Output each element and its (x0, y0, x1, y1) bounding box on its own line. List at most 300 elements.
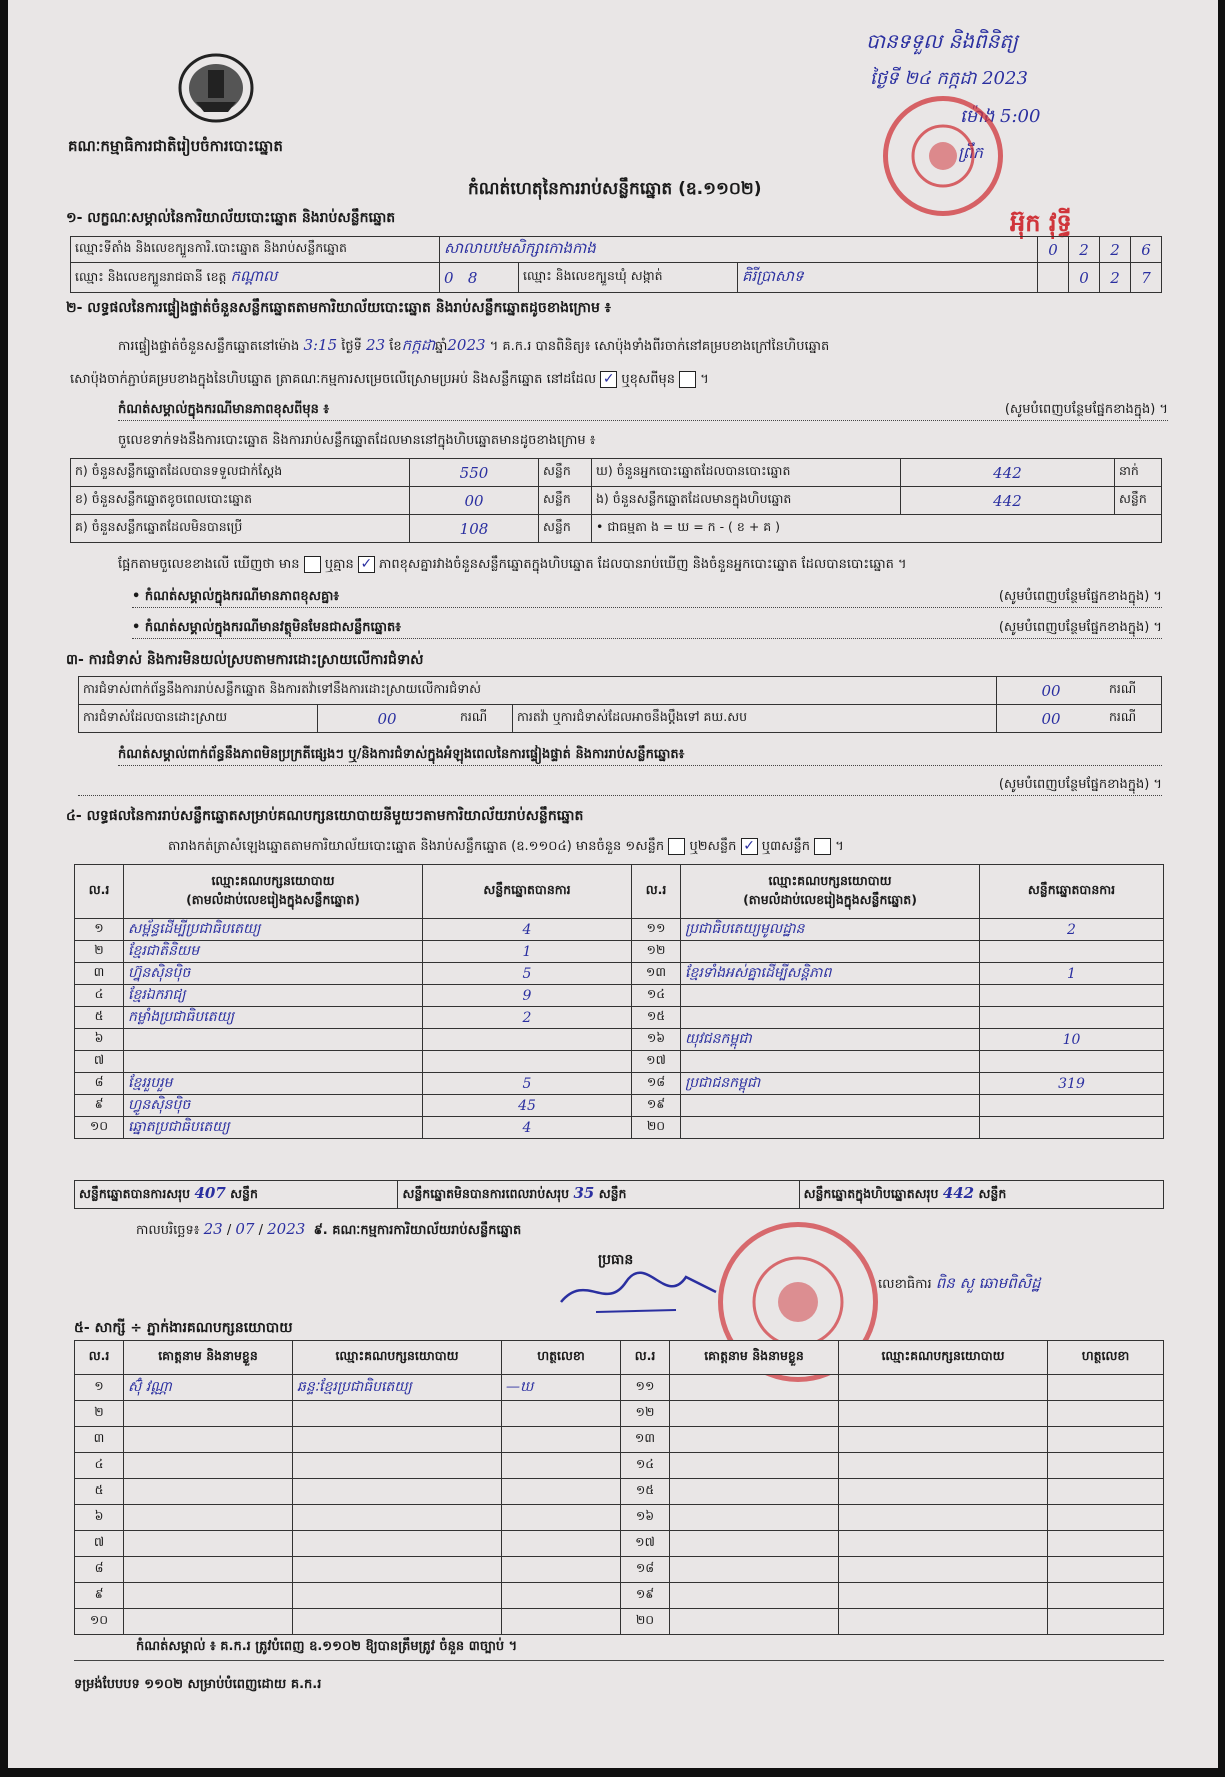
three-sheet-checkbox[interactable] (814, 838, 831, 855)
form-title: កំណត់ហេតុនៃការរាប់សន្លឹកឆ្នោត (ឧ.១១០២) (468, 179, 762, 199)
witness-col-name: គោត្តនាម និងនាមខ្លួន (124, 1341, 293, 1375)
results-row (75, 1029, 1164, 1051)
col-votes: សន្លឹកឆ្នោតបានការ (423, 865, 632, 919)
witness-row (75, 1453, 1164, 1479)
party-votes: 5 (423, 963, 632, 985)
party-no: ៤ (75, 985, 124, 1007)
witness-party (839, 1531, 1048, 1557)
complaints-row1-value: 00 (997, 677, 1106, 705)
party-name (681, 1095, 980, 1117)
figure-left-value: 550 (410, 459, 539, 487)
witness-no: ១១ (621, 1375, 670, 1401)
party-no: ៣ (75, 963, 124, 985)
witness-table (74, 1340, 1164, 1635)
difference-has-label: ផ្អែកតាមចួលេខខាងលើ ឃើញថា មាន (118, 557, 300, 572)
witness-name (124, 1479, 293, 1505)
witness-name (124, 1427, 293, 1453)
commune-digit-empty (1038, 263, 1069, 293)
witness-no: ៨ (75, 1557, 124, 1583)
bullet-foreign-object-label: • កំណត់សម្គាល់ក្នុងករណីមានវត្ថុមិនមែនជាសន្លឹកឆ្នោត៖ (132, 620, 401, 635)
province-label-text: ឈ្មោះ និងលេខក្បួនរាជធានី ខេត្ត (75, 268, 227, 284)
difference-none-label: ឬគ្មាន (324, 557, 354, 572)
party-no: ៨ (75, 1073, 124, 1095)
results-table (74, 864, 1164, 1139)
party-name: ប្រជាធិបតេយ្យមូលដ្ឋាន (681, 919, 980, 941)
witness-signature (502, 1505, 621, 1531)
witness-no: ១៥ (621, 1479, 670, 1505)
witness-signature (1048, 1401, 1164, 1427)
party-no: ១១ (632, 919, 681, 941)
witness-name (124, 1453, 293, 1479)
witness-signature (1048, 1427, 1164, 1453)
col-party (681, 865, 980, 919)
witness-party (293, 1583, 502, 1609)
col-votes: សន្លឹកឆ្នោតបានការ (980, 865, 1164, 919)
province-code-digit: 8 (467, 268, 478, 287)
unchanged-checkbox[interactable]: ✓ (600, 371, 617, 388)
party-votes (980, 985, 1164, 1007)
total-invalid-label: សន្លឹកឆ្នោតមិនបានការពេលរាប់សរុប (402, 1186, 570, 1201)
witness-col-name: គោត្តនាម និងនាមខ្លួន (670, 1341, 839, 1375)
complaints-row1-label: ការជំទាស់ពាក់ព័ន្ធនឹងការរាប់សន្លឹកឆ្នោត និងការតវ៉ាទៅនឹងការដោះស្រាយលើការជំទាស់ (79, 677, 997, 705)
party-votes: 9 (423, 985, 632, 1007)
witness-col-party: ឈ្មោះគណបក្សនយោបាយ (293, 1341, 502, 1375)
witness-signature (1048, 1583, 1164, 1609)
figures-intro: ចួលេខទាក់ទងនឹងការបោះឆ្នោត និងការរាប់សន្លឹកឆ្នោតដែលមាននៅក្នុងហិបឆ្នោតមានដូចខាងក្រោម ៖ (118, 433, 596, 448)
witness-row (75, 1531, 1164, 1557)
figure-right-value: 442 (901, 459, 1115, 487)
totals-table (74, 1180, 1164, 1209)
location-value: សាលាបឋមសិក្សាកោងកាង (440, 237, 1038, 263)
witness-party (839, 1609, 1048, 1635)
party-name (681, 941, 980, 963)
witness-row (75, 1427, 1164, 1453)
location-digit: 2 (1069, 237, 1100, 263)
witness-no: ១ (75, 1375, 124, 1401)
complaints-table (78, 676, 1162, 733)
location-digit: 2 (1100, 237, 1131, 263)
province-code (440, 263, 519, 293)
witness-name (670, 1427, 839, 1453)
party-votes: 2 (980, 919, 1164, 941)
party-votes (980, 1117, 1164, 1139)
figure-left-label: ខ) ចំនួនសន្លឹកឆ្នោតខូចពេលបោះឆ្នោត (71, 487, 410, 515)
figure-formula: • ជាធម្មតា ង = ឃ = ក - ( ខ + គ ) (592, 515, 1162, 543)
results-row (75, 1007, 1164, 1029)
document-page (8, 0, 1218, 1768)
witness-name (670, 1375, 839, 1401)
results-row (75, 1073, 1164, 1095)
party-no: ១៩ (632, 1095, 681, 1117)
witness-no: ២ (75, 1401, 124, 1427)
org-name: គណៈកម្មាធិការជាតិរៀបចំការបោះឆ្នោត (68, 137, 283, 155)
complaints-row1-unit: ករណី (1105, 677, 1162, 705)
results-row (75, 963, 1164, 985)
witness-name (124, 1401, 293, 1427)
complaints-resolved-unit: ករណី (456, 705, 513, 733)
irregularity-note-label: កំណត់សម្គាល់ពាក់ព័ន្ធនឹងភាពមិនប្រក្រតីផ្សេងៗ ឬ/និងការជំទាស់ក្នុងអំឡុងពេលនៃការផ្ទៀងផ្ទាត់ និងការរាប់សន្លឹកឆ្នោត៖ (118, 747, 685, 762)
tally-sheet-line: តារាងកត់ត្រាសំឡេងឆ្នោតតាមការិយាល័យបោះឆ្នោត និងរាប់សន្លឹកឆ្នោត (ឧ.១១០៤) មានចំនួន ១សន្លឹក ឬ២សន្លឹក ✓ ឬ៣សន្លឹក ។ (168, 838, 844, 854)
party-votes: 45 (423, 1095, 632, 1117)
party-name (681, 1007, 980, 1029)
party-no: ១៧ (632, 1051, 681, 1073)
party-no: ៧ (75, 1051, 124, 1073)
commune-digit: 2 (1100, 263, 1131, 293)
witness-row (75, 1375, 1164, 1401)
irregularity-note (118, 746, 1162, 766)
witness-name (670, 1479, 839, 1505)
party-votes (980, 1051, 1164, 1073)
party-votes: 4 (423, 919, 632, 941)
witness-col-signature: ហត្ថលេខា (1048, 1341, 1164, 1375)
witness-party (293, 1557, 502, 1583)
figure-left-unit: សន្លឹក (539, 487, 592, 515)
results-row (75, 941, 1164, 963)
witness-no: ៥ (75, 1479, 124, 1505)
total-box-unit: សន្លឹក (978, 1186, 1007, 1201)
results-row (75, 919, 1164, 941)
secretary-line (878, 1274, 1041, 1296)
witness-party: ឆន្ទៈខ្មែរប្រជាធិបតេយ្យ (293, 1375, 502, 1401)
footnote: កំណត់សម្គាល់ ៖ គ.ក.រ ត្រូវបំពេញ ឧ.១១០២ ឱ្យបានត្រឹមត្រូវ ចំនួន ៣ច្បាប់ ។ (136, 1639, 518, 1654)
location-digit: 6 (1131, 237, 1162, 263)
verification-month-label: ខែ (389, 339, 402, 354)
one-sheet-checkbox[interactable] (668, 838, 685, 855)
verification-line1-post: ។ គ.ក.រ បានពិនិត្យ៖ សោប៉ុងទាំងពីរចាក់នៅគម្របខាងក្រៅនៃហិបឆ្នោត (489, 339, 830, 354)
section2-heading: ២- លទ្ធផលនៃការផ្ទៀងផ្ទាត់ចំនួនសន្លឹកឆ្នោតតាមការិយាល័យបោះឆ្នោត និងរាប់សន្លឹកឆ្នោតដូចខាងក្រោម ៖ (66, 300, 611, 316)
party-name: ប្រជាជនកម្ពុជា (681, 1073, 980, 1095)
witness-no: ៩ (75, 1583, 124, 1609)
total-invalid-unit: សន្លឹក (598, 1186, 627, 1201)
bullet-difference-end: (សូមបំពេញបន្ថែមផ្នែកខាងក្នុង) ។ (998, 589, 1162, 604)
party-votes (980, 1095, 1164, 1117)
party-votes: 10 (980, 1029, 1164, 1051)
party-name: ឆ្នោតប្រជាធិបតេយ្យ (124, 1117, 423, 1139)
witness-col-no: ល.រ (621, 1341, 670, 1375)
section5-heading: ៥- សាក្សី ÷ ភ្នាក់ងារគណបក្សនយោបាយ (74, 1320, 293, 1336)
verification-month: កក្កដា (401, 336, 435, 354)
section1-heading: ១- លក្ខណៈសម្គាល់នៃការិយាល័យបោះឆ្នោត និងរាប់សន្លឹកឆ្នោត (66, 210, 396, 226)
province-label (71, 263, 440, 293)
figures-table (70, 458, 1162, 543)
witness-row (75, 1557, 1164, 1583)
figure-left-label: គ) ចំនួនសន្លឹកឆ្នោតដែលមិនបានប្រើ (71, 515, 410, 543)
chair-signature (556, 1262, 726, 1326)
witness-name (670, 1401, 839, 1427)
secretary-label: លេខាធិការ (878, 1277, 932, 1292)
results-row (75, 985, 1164, 1007)
party-name: ខ្មែរទាំងអស់គ្នាដើម្បីសន្តិភាព (681, 963, 980, 985)
party-no: ១០ (75, 1117, 124, 1139)
figure-right-label: ង) ចំនួនសន្លឹកឆ្នោតដែលមានក្នុងហិបឆ្នោត (592, 487, 901, 515)
received-name: អ៊ុក វុទ្ធី (1010, 209, 1072, 237)
witness-col-no: ល.រ (75, 1341, 124, 1375)
figure-right-unit: នាក់ (1115, 459, 1162, 487)
irregularity-note-line2 (78, 776, 1162, 796)
witness-party (839, 1505, 1048, 1531)
party-name (681, 985, 980, 1007)
party-votes: 2 (423, 1007, 632, 1029)
witness-signature (1048, 1557, 1164, 1583)
province-code-digit: 0 (444, 268, 454, 287)
witness-party (293, 1479, 502, 1505)
verification-line2-text: សោប៉ុងចាក់ភ្ជាប់គម្របខាងក្នុងនៃហិបឆ្នោត ត្រាគណៈកម្មការសម្រេចលើស្រោមប្រអប់ និងសន្លឹកឆ្នោត នៅដដែល (70, 372, 597, 387)
results-row (75, 1117, 1164, 1139)
difference-line (118, 556, 907, 575)
tally-two-sheet-label: ឬ២សន្លឹក (689, 839, 737, 854)
party-no: ៥ (75, 1007, 124, 1029)
witness-party (839, 1453, 1048, 1479)
commune-label: ឈ្មោះ និងលេខក្បួនឃុំ សង្កាត់ (519, 263, 738, 293)
date-day: 23 (203, 1220, 223, 1238)
verification-year: 2023 (447, 336, 486, 354)
total-box-value: 442 (942, 1184, 975, 1202)
party-no: ១៤ (632, 985, 681, 1007)
changed-label: ឬខុសពីមុន (621, 372, 676, 387)
witness-signature (502, 1583, 621, 1609)
party-name: កម្លាំងប្រជាធិបតេយ្យ (124, 1007, 423, 1029)
location-digit: 0 (1038, 237, 1069, 263)
province-value: កណ្ដាល (230, 266, 278, 285)
party-votes (423, 1051, 632, 1073)
witness-no: ៦ (75, 1505, 124, 1531)
difference-note-line (118, 401, 1168, 421)
party-votes: 1 (980, 963, 1164, 985)
witness-signature (502, 1557, 621, 1583)
witness-signature (502, 1427, 621, 1453)
section4-heading: ៤- លទ្ធផលនៃការរាប់សន្លឹកឆ្នោតសម្រាប់គណបក្សនយោបាយនីមួយៗតាមការិយាល័យរាប់សន្លឹកឆ្នោត (66, 808, 584, 824)
witness-no: ១២ (621, 1401, 670, 1427)
party-name: ខ្មែរឯករាជ្យ (124, 985, 423, 1007)
verification-year-label: ឆ្នាំ (435, 339, 448, 354)
figure-right-value: 442 (901, 487, 1115, 515)
figure-left-value: 00 (410, 487, 539, 515)
total-valid (75, 1181, 398, 1209)
witness-party (293, 1531, 502, 1557)
party-name: ខ្មែររួបរួម (124, 1073, 423, 1095)
party-no: ១៣ (632, 963, 681, 985)
date-label: កាលបរិច្ឆេទ៖ (136, 1223, 200, 1238)
has-difference-checkbox[interactable] (304, 556, 321, 573)
party-name: សម្ព័ន្ធដើម្បីប្រជាធិបតេយ្យ (124, 919, 423, 941)
party-no: ២ (75, 941, 124, 963)
figure-left-unit: សន្លឹក (539, 459, 592, 487)
witness-signature: —ឃ (502, 1375, 621, 1401)
party-votes (980, 1007, 1164, 1029)
verification-time-label: ការផ្ទៀងផ្ទាត់ចំនួនសន្លឹកឆ្នោតនៅម៉ោង (118, 339, 300, 354)
party-name: យុវជនកម្ពុជា (681, 1029, 980, 1051)
verification-line2: សោប៉ុងចាក់ភ្ជាប់គម្របខាងក្នុងនៃហិបឆ្នោត ត្រាគណៈកម្មការសម្រេចលើស្រោមប្រអប់ និងសន្លឹកឆ្នោត នៅដដែល ✓ ឬខុសពីមុន ។ (70, 371, 709, 387)
witness-signature (1048, 1531, 1164, 1557)
col-party-label: ឈ្មោះគណបក្សនយោបាយ (768, 872, 892, 888)
figure-left-label: ក) ចំនួនសន្លឹកឆ្នោតដែលបានទទួលជាក់ស្ដែង (71, 459, 410, 487)
party-votes (423, 1029, 632, 1051)
col-no: ល.រ (632, 865, 681, 919)
col-no: ល.រ (75, 865, 124, 919)
witness-party (839, 1375, 1048, 1401)
complaints-appeal-value: 00 (997, 705, 1106, 733)
commune-digit: 0 (1069, 263, 1100, 293)
bullet-foreign-object (132, 619, 1162, 639)
witness-name (670, 1609, 839, 1635)
party-name: ហ្វូនស៊ិនប៉ិច (124, 1095, 423, 1117)
verification-time: 3:15 (303, 336, 338, 354)
party-name (681, 1051, 980, 1073)
witness-row (75, 1401, 1164, 1427)
tally-one-sheet-label: តារាងកត់ត្រាសំឡេងឆ្នោតតាមការិយាល័យបោះឆ្នោត និងរាប់សន្លឹកឆ្នោត (ឧ.១១០៤) មានចំនួន ១សន្លឹក (168, 839, 665, 854)
complaints-resolved-label: ការជំទាស់ដែលបានដោះស្រាយ (79, 705, 318, 733)
col-party-sub: (តាមលំដាប់លេខរៀងក្នុងសន្លឹកឆ្នោត) (186, 891, 360, 907)
footer-divider (74, 1660, 1164, 1661)
witness-signature (502, 1609, 621, 1635)
date-line: កាលបរិច្ឆេទ៖ 23 / 07 / 2023 ៩. គណៈកម្មការការិយាល័យរាប់សន្លឹកឆ្នោត (136, 1220, 522, 1238)
witness-signature (1048, 1453, 1164, 1479)
figure-left-unit: សន្លឹក (539, 515, 592, 543)
figure-left-value: 108 (410, 515, 539, 543)
witness-no: ១៦ (621, 1505, 670, 1531)
witness-signature (502, 1453, 621, 1479)
witness-party (839, 1401, 1048, 1427)
results-row (75, 1051, 1164, 1073)
witness-no: ៤ (75, 1453, 124, 1479)
party-no: ៩ (75, 1095, 124, 1117)
secretary-name: ពិន សួ ឆោមពិសិដ្ឋ (935, 1274, 1041, 1292)
witness-signature (1048, 1609, 1164, 1635)
bullet-foreign-object-end: (សូមបំពេញបន្ថែមផ្នែកខាងក្នុង) ។ (998, 620, 1162, 635)
irregularity-note-end: (សូមបំពេញបន្ថែមផ្នែកខាងក្នុង) ។ (998, 777, 1162, 792)
witness-name (670, 1557, 839, 1583)
witness-party (839, 1557, 1048, 1583)
two-sheet-checkbox[interactable]: ✓ (741, 838, 758, 855)
verification-day: 23 (366, 336, 386, 354)
verification-line1 (118, 336, 829, 358)
party-no: ១៥ (632, 1007, 681, 1029)
changed-checkbox[interactable] (679, 371, 696, 388)
no-difference-checkbox[interactable]: ✓ (358, 556, 375, 573)
total-valid-label: សន្លឹកឆ្នោតបានការសរុប (79, 1186, 191, 1201)
witness-no: ១០ (75, 1609, 124, 1635)
witness-no: ៧ (75, 1531, 124, 1557)
witness-row (75, 1505, 1164, 1531)
complaints-appeal-unit: ករណី (1105, 705, 1162, 733)
commune-stamp-icon (883, 96, 1003, 216)
witness-no: ២០ (621, 1609, 670, 1635)
date-month: 07 (235, 1220, 255, 1238)
total-box-label: សន្លឹកឆ្នោតក្នុងហិបឆ្នោតសរុប (803, 1186, 939, 1201)
witness-party (839, 1479, 1048, 1505)
verification-day-label: ថ្ងៃទី (341, 339, 362, 354)
form-footer: ទម្រង់បែបបទ ១១០២ សម្រាប់បំពេញដោយ គ.ក.រ (74, 1677, 322, 1692)
witness-name (124, 1505, 293, 1531)
total-valid-unit: សន្លឹក (230, 1186, 258, 1201)
witness-name (670, 1453, 839, 1479)
witness-name (124, 1557, 293, 1583)
party-votes: 1 (423, 941, 632, 963)
witness-name (670, 1583, 839, 1609)
party-votes: 5 (423, 1073, 632, 1095)
col-party-label: ឈ្មោះគណបក្សនយោបាយ (211, 872, 335, 888)
witness-name (124, 1609, 293, 1635)
commune-value: គិរីប្រាសាទ (738, 263, 1038, 293)
witness-party (839, 1427, 1048, 1453)
bullet-difference-label: • កំណត់សម្គាល់ក្នុងករណីមានភាពខុសគ្នា៖ (132, 589, 340, 604)
witness-no: ១៤ (621, 1453, 670, 1479)
tally-three-sheet-label: ឬ៣សន្លឹក (761, 839, 810, 854)
total-box (799, 1181, 1163, 1209)
total-invalid-value: 35 (573, 1184, 595, 1202)
party-name: ហ្វ៊ុនស៊ិនប៉ិច (124, 963, 423, 985)
date-year: 2023 (267, 1220, 306, 1238)
witness-signature (502, 1479, 621, 1505)
witness-no: ១៩ (621, 1583, 670, 1609)
party-no: ១៦ (632, 1029, 681, 1051)
figure-right-unit: សន្លឹក (1115, 487, 1162, 515)
witness-signature (502, 1401, 621, 1427)
party-name: ខ្មែរជាតិនិយម (124, 941, 423, 963)
witness-party (293, 1609, 502, 1635)
complaints-appeal-label: ការតវ៉ា ឬការជំទាស់ដែលអាចនឹងប្ដឹងទៅ គឃ.សប (513, 705, 997, 733)
witness-party (293, 1427, 502, 1453)
witness-no: ១៧ (621, 1531, 670, 1557)
received-sign: ព្រឹក (958, 143, 984, 162)
witness-signature (1048, 1479, 1164, 1505)
party-no: ១ (75, 919, 124, 941)
witness-no: ១៨ (621, 1557, 670, 1583)
witness-signature (502, 1531, 621, 1557)
witness-party (293, 1401, 502, 1427)
witness-party (293, 1453, 502, 1479)
chair-label: ប្រធាន (598, 1252, 634, 1268)
nec-emblem-icon (176, 52, 256, 124)
witness-name (124, 1583, 293, 1609)
party-name (681, 1117, 980, 1139)
witness-name: ស៊ុំ វណ្ណា (124, 1375, 293, 1401)
commune-digit: 7 (1131, 263, 1162, 293)
party-name (124, 1051, 423, 1073)
received-note: បានទទួល និងពិនិត្យ (866, 29, 1018, 53)
figure-right-label: ឃ) ចំនួនអ្នកបោះឆ្នោតដែលបានបោះឆ្នោត (592, 459, 901, 487)
witness-name (670, 1505, 839, 1531)
witness-party (293, 1505, 502, 1531)
party-votes: 319 (980, 1073, 1164, 1095)
col-party-sub: (តាមលំដាប់លេខរៀងក្នុងសន្លឹកឆ្នោត) (743, 891, 917, 907)
results-row (75, 1095, 1164, 1117)
section3-heading: ៣- ការជំទាស់ និងការមិនយល់ស្របតាមការដោះស្រាយលើការជំទាស់ (66, 652, 424, 668)
bullet-difference (132, 588, 1162, 608)
witness-row (75, 1479, 1164, 1505)
witness-party (839, 1583, 1048, 1609)
witness-name (124, 1531, 293, 1557)
location-label: ឈ្មោះទីតាំង និងលេខក្បួនការិ.បោះឆ្នោត និងរាប់សន្លឹកឆ្នោត (71, 237, 440, 263)
witness-name (670, 1531, 839, 1557)
difference-note-label: កំណត់សម្គាល់ក្នុងករណីមានភាពខុសពីមុន ៖ (118, 402, 330, 417)
complaints-resolved-value: 00 (318, 705, 457, 733)
party-votes: 4 (423, 1117, 632, 1139)
witness-col-signature: ហត្ថលេខា (502, 1341, 621, 1375)
party-no: ៦ (75, 1029, 124, 1051)
witness-no: ១៣ (621, 1427, 670, 1453)
party-no: ១២ (632, 941, 681, 963)
received-date: ថ្ងៃទី ២៤ កក្កដា 2023 (870, 68, 1028, 89)
witness-no: ៣ (75, 1427, 124, 1453)
commission-label: ៩. គណៈកម្មការការិយាល័យរាប់សន្លឹកឆ្នោត (313, 1223, 522, 1238)
received-time: ម៉ោង 5:00 (960, 106, 1041, 127)
party-votes (980, 941, 1164, 963)
col-party (124, 865, 423, 919)
total-invalid (398, 1181, 799, 1209)
witness-col-party: ឈ្មោះគណបក្សនយោបាយ (839, 1341, 1048, 1375)
total-valid-value: 407 (194, 1184, 226, 1202)
